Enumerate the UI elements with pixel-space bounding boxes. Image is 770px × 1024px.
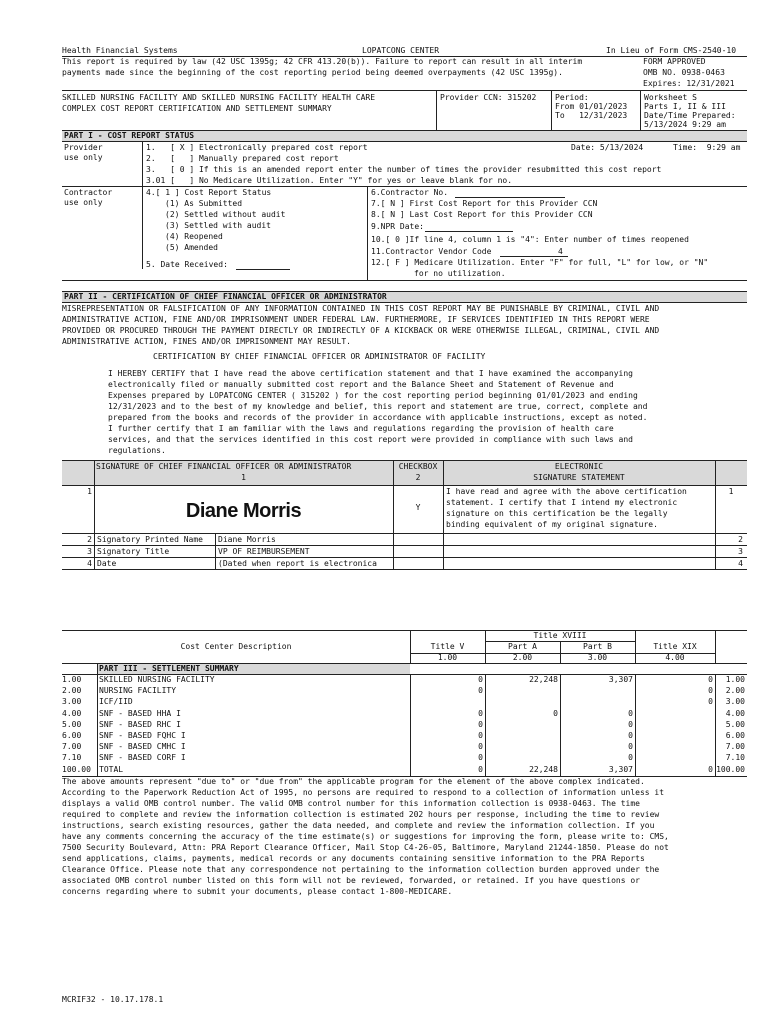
settlement-cell-b: 3,307 — [608, 764, 633, 774]
certification-line-8: regulations. — [108, 446, 166, 455]
settlement-cell-rn: 6.00 — [725, 731, 745, 740]
certification-line-4: 12/31/2023 and to the best of my knowledge and belief, this report and statement are true, correct, complete and — [108, 402, 648, 411]
printed-name-label: Signatory Printed Name — [97, 535, 203, 544]
part3-title: PART III - SETTLEMENT SUMMARY — [99, 664, 239, 673]
settlement-cell-ln: 7.00 — [62, 742, 82, 752]
pra-line-3: required to complete and review the information collection is estimated 202 hours per response, including the time to review — [62, 810, 660, 819]
settlement-cell-t5: 0 — [478, 764, 483, 774]
settlement-cell-rn: 4.00 — [725, 708, 745, 718]
settlement-cell-t5: 0 — [478, 731, 483, 740]
settlement-cell-t5: 0 — [478, 686, 483, 696]
col-title-xviii: Title XVIII — [533, 631, 587, 640]
provider-use-label-2: use only — [64, 153, 103, 162]
report-title-2: COMPLEX COST REPORT CERTIFICATION AND SETTLEMENT SUMMARY — [62, 104, 332, 113]
signatory-title-label: Signatory Title — [97, 547, 170, 556]
line11-vendor-code-value: 4 — [558, 247, 563, 256]
settlement-cell-t5: 0 — [478, 742, 483, 752]
settlement-cell-desc: SNF - BASED HHA I — [99, 708, 181, 718]
part2-title: PART II - CERTIFICATION OF CHIEF FINANCIAL OFFICER OR ADMINISTRATOR — [64, 292, 387, 301]
settlement-cell-t19: 0 — [708, 686, 713, 696]
settlement-cell-t5: 0 — [478, 719, 483, 729]
printed-name-value: Diane Morris — [218, 535, 276, 544]
sig-row-1-number: 1 — [87, 487, 92, 496]
settlement-cell-a: 0 — [553, 708, 558, 718]
line12-utilization: 12.[ F ] Medicare Utilization. Enter "F" for full, "L" for low, or "N" — [371, 258, 709, 267]
statement-line-1: I have read and agree with the above certification — [446, 487, 687, 496]
col-title-v: Title V — [430, 642, 465, 651]
warning-line-4: ADMINISTRATIVE ACTION, FINES AND/OR IMPRISONMENT MAY RESULT. — [62, 337, 351, 346]
settlement-cell-ln: 1.00 — [62, 675, 82, 684]
sig-row-3-number-right: 3 — [738, 547, 743, 556]
warning-line-2: ADMINISTRATIVE ACTION, FINE AND/OR IMPRISONMENT UNDER FEDERAL LAW. FURTHERMORE, IF SERVICES IDENTIFIED IN THIS REPORT WERE — [62, 315, 650, 324]
contractor-use-label-1: Contractor — [64, 188, 113, 197]
settlement-cell-desc: SKILLED NURSING FACILITY — [99, 675, 215, 684]
pra-line-6: 7500 Security Boulevard, Attn: PRA Report Clearance Officer, Mail Stop C4-26-05, Baltimore, Maryland 21244-1850. Please do not — [62, 843, 669, 852]
settlement-cell-t19: 0 — [708, 697, 713, 707]
settlement-cell-ln: 100.00 — [62, 764, 91, 774]
line6-contractor-no: 6.Contractor No. — [371, 188, 449, 197]
provider-ccn: Provider CCN: 315202 — [440, 93, 537, 102]
settlement-cell-t19: 0 — [708, 675, 713, 684]
certification-title: CERTIFICATION BY CHIEF FINANCIAL OFFICER OR ADMINISTRATOR OF FACILITY — [153, 352, 486, 361]
sig-row-2-number: 2 — [87, 535, 92, 544]
warning-line-1: MISREPRESENTATION OR FALSIFICATION OF ANY INFORMATION CONTAINED IN THIS COST REPORT MAY BE PUNISHABLE BY CRIMINAL, CIVIL AND — [62, 304, 660, 313]
settlement-cell-b: 0 — [628, 742, 633, 752]
pra-line-1: According to the Paperwork Reduction Act of 1995, no persons are required to respond to a collection of information unless it — [62, 788, 665, 797]
settlement-cell-b: 0 — [628, 719, 633, 729]
sig-row-3-number: 3 — [87, 547, 92, 556]
settlement-cell-ln: 6.00 — [62, 731, 82, 740]
certification-line-7: services, and that the services identified in this cost report were provided in compliance with such laws and — [108, 435, 633, 444]
pra-line-7: send applications, claims, payments, medical records or any documents containing sensitive information to the PRA Reports — [62, 854, 645, 863]
line12-utilization-cont: for no utilization. — [414, 269, 506, 278]
omb-number: OMB NO. 0938-0463 — [643, 68, 725, 77]
col-number-3: 3.00 — [587, 653, 608, 662]
header-form-id: In Lieu of Form CMS-2540-10 — [606, 46, 737, 55]
pra-line-5: have any comments concerning the accuracy of the time estimate(s) or suggestions for improving the form, please write to: CMS, — [62, 832, 669, 841]
line5-date-received: 5. Date Received: — [146, 260, 228, 269]
worksheet-parts: Parts I, II & III — [644, 102, 726, 111]
report-title-1: SKILLED NURSING FACILITY AND SKILLED NURSING FACILITY HEALTH CARE — [62, 93, 376, 102]
sig-row-1-number-right: 1 — [728, 487, 734, 496]
signatory-title-value: VP OF REIMBURSEMENT — [218, 547, 310, 556]
settlement-cell-b: 3,307 — [608, 675, 633, 684]
status-option-4: (4) Reopened — [165, 232, 223, 241]
settlement-cell-desc: NURSING FACILITY — [99, 686, 177, 696]
date-value: (Dated when report is electronica — [218, 559, 377, 568]
line11-vendor-code: 11.Contractor Vendor Code — [371, 247, 492, 256]
col-number-2: 2.00 — [512, 653, 533, 662]
line10-reopened: 10.[ 0 ]If line 4, column 1 is "4": Enter number of times reopened — [371, 235, 689, 244]
settlement-cell-a: 22,248 — [529, 675, 558, 684]
certification-line-5: prepared from the books and records of the provider in accordance with applicable instructions, except as noted. — [108, 413, 648, 422]
line2-manual: 2. [ ] Manually prepared cost report — [146, 154, 339, 163]
electronic-header-1: ELECTRONIC — [554, 462, 604, 471]
sig-row-4-number: 4 — [87, 559, 92, 568]
settlement-cell-rn: 7.00 — [725, 742, 745, 752]
sig-row-4-number-right: 4 — [738, 559, 743, 568]
pra-line-8: Clearance Office. Please note that any correspondence not pertaining to the information collection burden approved under the — [62, 865, 660, 874]
settlement-cell-ln: 2.00 — [62, 686, 82, 696]
page-code: MCRIF32 - 10.17.178.1 — [62, 995, 164, 1004]
checkbox-column-header: CHECKBOX — [398, 462, 438, 471]
statement-line-4: binding equivalent of my original signature. — [446, 520, 658, 529]
col-number-1: 1.00 — [437, 653, 458, 662]
warning-line-3: PROVIDED OR PROCURED THROUGH THE PAYMENT DIRECTLY OR INDIRECTLY OF A KICKBACK OR WERE OTHERWISE ILLEGAL, CRIMINAL, CIVIL AND — [62, 326, 660, 335]
settlement-cell-b: 0 — [628, 753, 633, 763]
settlement-cell-rn: 3.00 — [725, 697, 745, 707]
status-option-1: (1) As Submitted — [165, 199, 243, 208]
settlement-cell-t5: 0 — [478, 708, 483, 718]
line3-01-no-medicare: 3.01 [ ] No Medicare Utilization. Enter "Y" for yes or leave blank for no. — [146, 176, 513, 185]
settlement-cell-rn: 100.00 — [716, 764, 745, 774]
settlement-cell-rn: 1.00 — [725, 675, 745, 684]
settlement-cell-desc: SNF - BASED CORF I — [99, 753, 186, 763]
line8-last-report: 8.[ N ] Last Cost Report for this Provider CCN — [371, 210, 593, 219]
certification-line-3: Expenses prepared by LOPATCONG CENTER ( 315202 ) for the cost reporting period beginning 01/01/2023 and ending — [108, 391, 638, 400]
signature-column-header: SIGNATURE OF CHIEF FINANCIAL OFFICER OR ADMINISTRATOR — [96, 462, 352, 471]
period-to: To 12/31/2023 — [555, 111, 628, 120]
status-option-5: (5) Amended — [165, 243, 218, 252]
certification-line-2: electronically filed or manually submitted cost report and the Balance Sheet and Statement of Revenue and — [108, 380, 614, 389]
settlement-cell-rn: 7.10 — [725, 753, 745, 763]
part1-title: PART I - COST REPORT STATUS — [64, 131, 195, 140]
header-facility: LOPATCONG CENTER — [362, 46, 440, 55]
settlement-cell-desc: ICF/IID — [99, 697, 133, 707]
form-approved: FORM APPROVED — [643, 57, 706, 66]
notice-line-2: payments made since the beginning of the cost reporting period being deemed overpayments (42 USC 1395g). — [62, 68, 563, 77]
line1-date: Date: 5/13/2024 — [571, 143, 644, 152]
statement-line-2: statement. I certify that I intend my electronic — [446, 498, 678, 507]
settlement-cell-rn: 5.00 — [725, 719, 745, 729]
settlement-cell-t19: 0 — [708, 764, 713, 774]
line4-status: 4.[ 1 ] Cost Report Status — [146, 188, 272, 197]
settlement-cell-desc: SNF - BASED RHC I — [99, 719, 181, 729]
certification-line-6: I further certify that I am familiar with the laws and regulations regarding the provision of health care — [108, 424, 614, 433]
col-part-b: Part B — [583, 642, 612, 651]
signature-image: Diane Morris — [185, 500, 302, 522]
settlement-cell-desc: SNF - BASED FQHC I — [99, 731, 186, 740]
line1-electronic: 1. [ X ] Electronically prepared cost report — [146, 143, 368, 152]
col-part-a: Part A — [508, 642, 537, 651]
footer-note: The above amounts represent "due to" or "due from" the applicable program for the element of the above complex indicated. — [62, 777, 645, 786]
settlement-cell-ln: 4.00 — [62, 708, 82, 718]
settlement-cell-ln: 7.10 — [62, 753, 82, 763]
provider-use-label-1: Provider — [64, 143, 103, 152]
col-number-4: 4.00 — [665, 653, 685, 662]
date-prepared-value: 5/13/2024 9:29 am — [644, 120, 726, 129]
line7-first-report: 7.[ N ] First Cost Report for this Provider CCN — [371, 199, 598, 208]
pra-line-10: concerns regarding where to submit your documents, please contact 1-800-MEDICARE. — [62, 887, 453, 896]
period-label: Period: — [555, 93, 589, 102]
settlement-cell-rn: 2.00 — [725, 686, 745, 696]
col-title-xix: Title XIX — [653, 642, 697, 651]
settlement-cell-b: 0 — [628, 731, 633, 740]
settlement-cell-desc: TOTAL — [99, 764, 124, 774]
header-software: Health Financial Systems — [62, 46, 178, 55]
line1-time: Time: 9:29 am — [673, 143, 741, 152]
pra-line-9: associated OMB control number listed on this form will not be reviewed, forwarded, or retained. If you have questions or — [62, 876, 640, 885]
pra-line-4: instructions, search existing resources, gather the data needed, and complete and review the information collection. If you — [62, 821, 655, 830]
settlement-cell-b: 0 — [628, 708, 633, 718]
settlement-cell-desc: SNF - BASED CMHC I — [99, 742, 186, 752]
statement-line-3: signature on this certification be the legally — [446, 509, 668, 518]
settlement-cell-t5: 0 — [478, 675, 483, 684]
contractor-use-label-2: use only — [64, 198, 103, 207]
settlement-cell-a: 22,248 — [529, 764, 558, 774]
sig-row-2-number-right: 2 — [738, 535, 743, 544]
checkbox-value: Y — [415, 503, 421, 512]
electronic-header-2: SIGNATURE STATEMENT — [533, 473, 625, 482]
pra-line-2: displays a valid OMB control number. The valid OMB control number for this information collection is 0938-0463. The time — [62, 799, 640, 808]
certification-line-1: I HEREBY CERTIFY that I have read the above certification statement and that I have examined the accompanying — [108, 369, 633, 378]
date-prepared-label: Date/Time Prepared: — [644, 111, 736, 120]
date-label: Date — [97, 559, 117, 568]
signature-column-number: 1 — [241, 473, 246, 482]
settlement-cell-t5: 0 — [478, 753, 483, 763]
omb-expires: Expires: 12/31/2021 — [643, 79, 735, 88]
period-from: From 01/01/2023 — [555, 102, 628, 111]
notice-line-1: This report is required by law (42 USC 1395g; 42 CFR 413.20(b)). Failure to report can result in all interim — [62, 57, 583, 66]
line3-amended: 3. [ 0 ] If this is an amended report enter the number of times the provider resubmitted this cost report — [146, 165, 662, 174]
checkbox-column-number: 2 — [415, 473, 421, 482]
col-cost-center-description: Cost Center Description — [180, 642, 292, 651]
line9-npr-date: 9.NPR Date: — [371, 222, 424, 231]
status-option-2: (2) Settled without audit — [165, 210, 286, 219]
status-option-3: (3) Settled with audit — [165, 221, 271, 230]
worksheet-id: Worksheet S — [644, 93, 697, 102]
settlement-cell-ln: 3.00 — [62, 697, 82, 707]
settlement-cell-ln: 5.00 — [62, 719, 82, 729]
